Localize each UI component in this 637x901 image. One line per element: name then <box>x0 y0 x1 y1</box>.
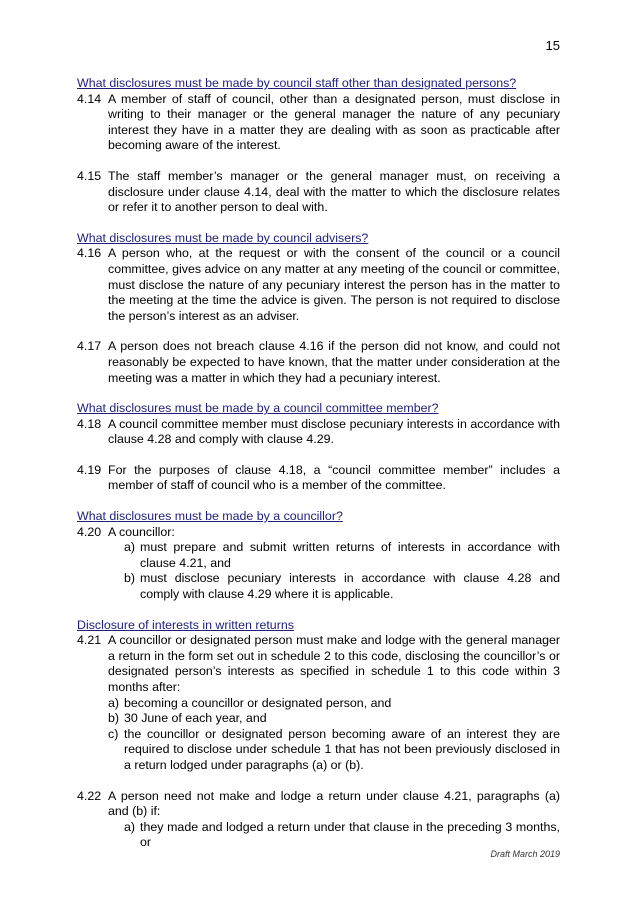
list-item <box>108 711 560 727</box>
clause <box>77 789 560 851</box>
clause-text: A person need not make and lodge a return under clause 4.21, paragraphs (a) and (b) if: <box>108 788 560 819</box>
clause-text: A councillor or designated person must make and lodge with the general manager a return in the form set out in schedule 2 to this code, disclosing the councillor’s or designated person’s interests as specified in schedule 1 to this code within 3 months after: <box>108 633 560 694</box>
list-item <box>108 727 560 774</box>
section <box>77 231 560 386</box>
section-heading: What disclosures must be made by a councillor? <box>77 509 343 524</box>
clause-body <box>108 525 560 603</box>
clause-text: The staff member’s manager or the general manager must, on receiving a disclosure under clause 4.14, deal with the matter to which the disclosure relates or refer it to another person to deal with. <box>108 168 560 215</box>
clause-body <box>108 92 560 154</box>
clause-body <box>108 417 560 448</box>
clause-number: 4.14 <box>77 91 102 106</box>
clause <box>77 463 560 494</box>
section <box>77 618 560 851</box>
clause-number: 4.18 <box>77 416 102 431</box>
clause-number: 4.21 <box>77 633 102 648</box>
clause <box>77 92 560 154</box>
clause-items <box>108 540 560 602</box>
document-body <box>77 76 560 866</box>
section <box>77 76 560 216</box>
list-item-label: a) <box>124 540 136 555</box>
section-heading: What disclosures must be made by council staff other than designated persons? <box>77 76 517 90</box>
clause-body <box>108 463 560 494</box>
clause-body <box>108 789 560 851</box>
section <box>77 509 560 603</box>
clause-items <box>108 696 560 774</box>
list-item <box>108 696 560 712</box>
section-heading: Disclosure of interests in written returns <box>77 617 294 632</box>
clause-body <box>108 169 560 216</box>
clause <box>77 339 560 386</box>
clause-number: 4.20 <box>77 524 102 539</box>
list-item <box>124 820 560 851</box>
clause-text: A person who, at the request or with the consent of the council or a council committee, gives advice on any matter at any meeting of the council or committee, must disclose the nature of any pecuniary interest the person has in the matter to the meeting at the time the advice is given. The person is not required to disclose the person’s interest as an adviser. <box>108 246 560 323</box>
clause-text: A council committee member must disclose pecuniary interests in accordance with clause 4.28 and comply with clause 4.29. <box>108 416 560 447</box>
clause-body <box>108 633 560 773</box>
page-number: 15 <box>545 38 560 53</box>
list-item-label: b) <box>124 571 136 586</box>
clause <box>77 525 560 603</box>
clause-text: A person does not breach clause 4.16 if the person did not know, and could not reasonably be expected to have known, that the matter under consideration at the meeting was a matter in which they had a pecuniary interest. <box>108 339 560 385</box>
list-item-label: c) <box>108 726 119 741</box>
clause-number: 4.19 <box>77 462 102 477</box>
clause <box>77 417 560 448</box>
list-item <box>124 540 560 571</box>
list-item-text: must prepare and submit written returns of interests in accordance with clause 4.21, and <box>140 540 560 570</box>
clause-items <box>108 820 560 851</box>
list-item-text: 30 June of each year, and <box>124 711 267 726</box>
section-heading: What disclosures must be made by council advisers? <box>77 230 369 245</box>
section-heading: What disclosures must be made by a council committee member? <box>77 401 439 416</box>
list-item-label: b) <box>108 711 120 726</box>
footer-draft-date: Draft March 2019 <box>490 849 560 859</box>
list-item-label: a) <box>124 819 136 834</box>
clause <box>77 246 560 324</box>
list-item-text: they made and lodged a return under that clause in the preceding 3 months, or <box>140 819 560 850</box>
list-item <box>124 571 560 602</box>
clause <box>77 169 560 216</box>
clause-number: 4.17 <box>77 339 102 354</box>
clause-number: 4.15 <box>77 168 102 183</box>
clause-text: A member of staff of council, other than a designated person, must disclose in writing to their manager or the general manager the nature of any pecuniary interest they have in a matter they are dealing with as soon as practicable after becoming aware of the interest. <box>108 91 560 153</box>
clause-text: A councillor: <box>108 524 175 539</box>
clause-body <box>108 339 560 386</box>
section <box>77 401 560 494</box>
clause-body <box>108 246 560 324</box>
clause-text: For the purposes of clause 4.18, a “council committee member” includes a member of staff of council who is a member of the committee. <box>108 462 560 493</box>
list-item-text: must disclose pecuniary interests in accordance with clause 4.28 and comply with clause 4.29 where it is applicable. <box>140 571 560 602</box>
list-item-text: becoming a councillor or designated person, and <box>124 695 392 710</box>
clause-number: 4.16 <box>77 246 102 261</box>
clause-number: 4.22 <box>77 788 102 803</box>
clause <box>77 633 560 773</box>
list-item-label: a) <box>108 695 120 710</box>
list-item-text: the councillor or designated person becoming aware of an interest they are required to disclose under schedule 1 that has not been previously disclosed in a return lodged under paragraphs (a) or (b). <box>124 726 560 772</box>
